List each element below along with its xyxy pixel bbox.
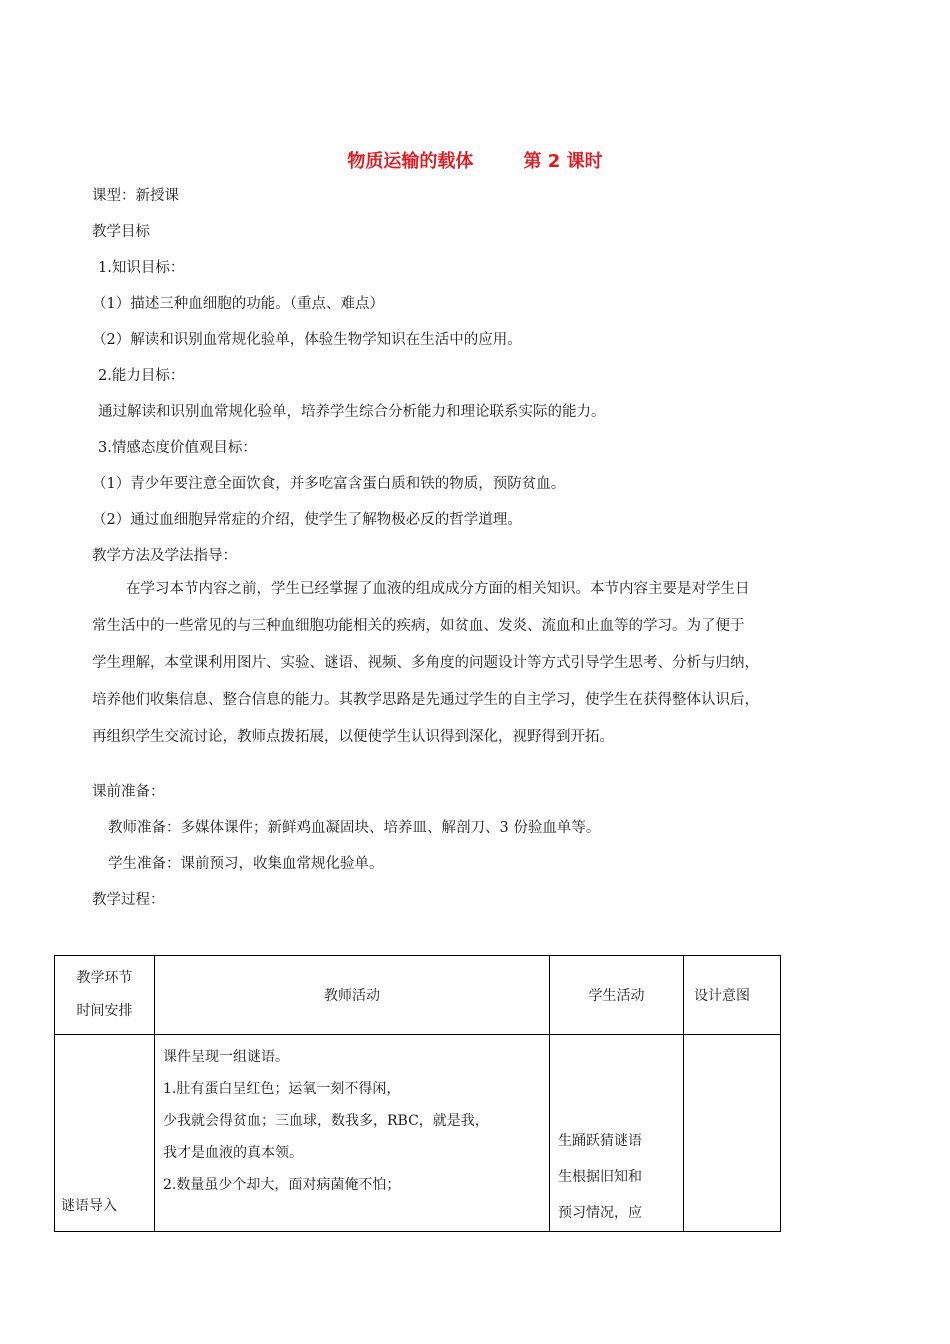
- cell-student-activity: [550, 1035, 684, 1232]
- header-student: 学生活动: [550, 956, 684, 1035]
- lesson-type: 课型：新授课: [92, 188, 179, 204]
- knowledge-item-1: （1）描述三种血细胞的功能。（重点、难点）: [92, 296, 384, 312]
- cell-teacher-activity: [155, 1035, 550, 1232]
- emotion-heading: 3.情感态度价值观目标：: [98, 440, 257, 456]
- teacher-line: 少我就会得贫血；三血球，数我多，RBC，就是我，: [163, 1113, 489, 1129]
- student-line: 生踊跃猜谜语: [558, 1133, 642, 1149]
- student-line: 预习情况，应: [558, 1205, 642, 1221]
- header-stage-line2: 时间安排: [76, 1003, 133, 1019]
- cell-stage: [55, 1035, 155, 1232]
- stage-label: 谜语导入: [61, 1198, 117, 1214]
- teacher-line: 1.肚有蛋白呈红色；运氧一刻不得闲，: [163, 1081, 401, 1097]
- emotion-item-1: （1）青少年要注意全面饮食，并多吃富含蛋白质和铁的物质，预防贫血。: [92, 476, 566, 492]
- header-stage: [55, 956, 155, 1035]
- objectives-heading: 教学目标: [92, 224, 150, 240]
- header-teacher: 教师活动: [155, 956, 550, 1035]
- process-heading: 教学过程：: [92, 892, 165, 908]
- methods-line: 学生理解，本堂课利用图片、实验、谜语、视频、多角度的问题设计等方式引导学生思考、分析与归纳，: [92, 655, 759, 671]
- methods-paragraph: [92, 571, 858, 756]
- teacher-line: 课件呈现一组谜语。: [163, 1049, 289, 1065]
- methods-line: 培养他们收集信息、整合信息的能力。其教学思路是先通过学生的自主学习，使学生在获得整体认识后，: [92, 692, 759, 708]
- header-stage-line1: 教学环节: [76, 970, 133, 986]
- ability-item-1: 通过解读和识别血常规化验单，培养学生综合分析能力和理论联系实际的能力。: [98, 404, 606, 420]
- methods-line: 再组织学生交流讨论，教师点拨拓展，以便使学生认识得到深化，视野得到开拓。: [92, 729, 614, 745]
- teacher-line: 2.数量虽少个却大，面对病菌俺不怕；: [163, 1177, 401, 1193]
- methods-heading: 教学方法及学法指导：: [92, 548, 237, 564]
- student-line: 生根据旧知和: [558, 1169, 642, 1185]
- methods-line: 在学习本节内容之前，学生已经掌握了血液的组成成分方面的相关知识。本节内容主要是对学生日: [126, 581, 750, 597]
- ability-heading: 2.能力目标：: [98, 368, 185, 384]
- preparation-heading: 课前准备：: [92, 784, 165, 800]
- knowledge-item-2: （2）解读和识别血常规化验单，体验生物学知识在生活中的应用。: [92, 332, 522, 348]
- process-table: [54, 955, 781, 1232]
- header-intent: 设计意图: [684, 956, 781, 1035]
- page-title: 物质运输的载体 第 2 课时: [347, 151, 603, 172]
- knowledge-heading: 1.知识目标：: [98, 260, 185, 276]
- methods-line: 常生活中的一些常见的与三种血细胞功能相关的疾病，如贫血、发炎、流血和止血等的学习。为了便于: [92, 618, 745, 634]
- teacher-line: 我才是血液的真本领。: [163, 1145, 303, 1161]
- table-header-row: [55, 956, 781, 1035]
- table-row: [55, 1035, 781, 1232]
- cell-design-intent: [684, 1035, 781, 1232]
- teacher-preparation: 教师准备：多媒体课件；新鲜鸡血凝固块、培养皿、解剖刀、3 份验血单等。: [108, 820, 601, 836]
- emotion-item-2: （2）通过血细胞异常症的介绍，使学生了解物极必反的哲学道理。: [92, 512, 522, 528]
- student-preparation: 学生准备：课前预习，收集血常规化验单。: [108, 856, 384, 872]
